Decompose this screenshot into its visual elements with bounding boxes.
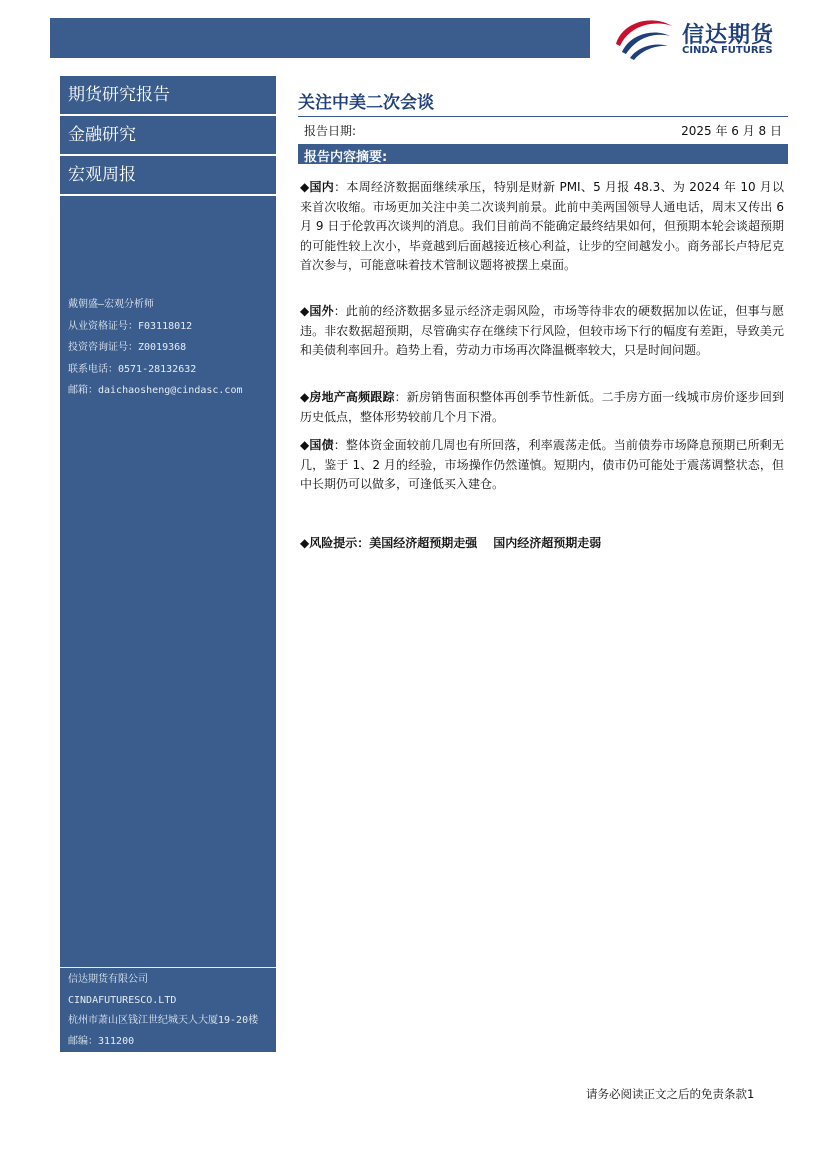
company-address: 杭州市萧山区钱江世纪城天人大厦19-20楼 bbox=[68, 1015, 259, 1026]
logo-subtext: CINDA FUTURES bbox=[682, 45, 773, 56]
header-bar bbox=[50, 18, 590, 58]
summary-label: 报告内容摘要: bbox=[304, 150, 388, 165]
company-logo bbox=[612, 14, 802, 64]
author-cert: 从业资格证号：F03118012 bbox=[68, 320, 193, 332]
section-text: ：本周经济数据面继续承压，特别是财新 PMI、5 月报 48.3、为 2024 年 10 月以来首次收缩。市场更加关注中美二次谈判前景。此前中美两国领导人通电话，周末又传出 6 月 9 日于伦敦再次谈判的消息。我们目前尚不能确定最终结果如何，但预期本轮会谈超预期的可能性较上次小，毕竟越到后面越接近核心利益，让步的空间越发小。商务部长卢特尼克首次参与，可能意味着技术管制议题将被摆上桌面。 bbox=[300, 180, 784, 272]
cinda-logo-icon bbox=[612, 14, 676, 62]
risk-item: 国内经济超预期走弱 bbox=[493, 536, 602, 550]
summary-header bbox=[298, 144, 788, 164]
section-real-estate bbox=[300, 388, 784, 427]
section-text: ：新房销售面积整体再创季节性新低。二手房方面一线城市房价逐步回到历史低点，整体形势较前几个月下滑。 bbox=[300, 390, 784, 424]
section-label: ◆国内 bbox=[300, 180, 335, 194]
report-date: 2025 年 6 月 8 日 bbox=[681, 124, 782, 138]
risk-warning bbox=[300, 534, 601, 551]
company-name: 信达期货有限公司 bbox=[68, 974, 148, 985]
section-label: ◆房地产高频跟踪 bbox=[300, 390, 395, 404]
author-info bbox=[68, 294, 243, 402]
company-name-en: CINDAFUTURESCO.LTD bbox=[68, 994, 177, 1006]
report-title: 关注中美二次会谈 bbox=[298, 93, 434, 113]
risk-label: ◆风险提示： bbox=[300, 536, 370, 550]
company-info bbox=[68, 970, 258, 1052]
section-bonds bbox=[300, 436, 784, 495]
logo-text: 信达期货 bbox=[682, 23, 775, 48]
author-name: 戴朝盛—宏观分析师 bbox=[68, 299, 155, 310]
sidebar-title-category: 金融研究 bbox=[60, 116, 276, 156]
report-date-label: 报告日期: bbox=[304, 124, 357, 138]
section-text: ：整体资金面较前几周也有所回落，利率震荡走低。当前债券市场降息预期已所剩无几，鉴于 1、2 月的经验，市场操作仍然谨慎。短期内，债市仍可能处于震荡调整状态，但中长期仍可以做多，可逢低买入建仓。 bbox=[300, 438, 784, 491]
risk-item: 美国经济超预期走强 bbox=[369, 536, 478, 550]
section-domestic bbox=[300, 178, 784, 276]
title-rule bbox=[298, 116, 788, 117]
author-invest-cert: 投资咨询证号：Z0019368 bbox=[68, 342, 187, 353]
section-text: ：此前的经济数据多显示经济走弱风险，市场等待非农的硬数据加以佐证，但事与愿违。非农数据超预期，尽管确实存在继续下行风险，但较市场下行的幅度有差距，导致美元和美债利率回升。趋势上看，劳动力市场再次降温概率较大，只是时间问题。 bbox=[300, 304, 784, 357]
divider bbox=[60, 967, 276, 968]
author-email: 邮箱：daichaosheng@cindasc.com bbox=[68, 385, 243, 396]
sidebar-title-series: 宏观周报 bbox=[60, 156, 276, 196]
company-postcode: 邮编：311200 bbox=[68, 1035, 135, 1047]
section-overseas bbox=[300, 302, 784, 361]
sidebar bbox=[60, 76, 276, 1052]
disclaimer-note: 请务必阅读正文之后的免责条款1 bbox=[586, 1087, 755, 1101]
sidebar-title-report-type: 期货研究报告 bbox=[60, 76, 276, 116]
author-phone: 联系电话：0571-28132632 bbox=[68, 363, 197, 375]
section-label: ◆国外 bbox=[300, 304, 334, 318]
section-label: ◆国债 bbox=[300, 438, 334, 452]
